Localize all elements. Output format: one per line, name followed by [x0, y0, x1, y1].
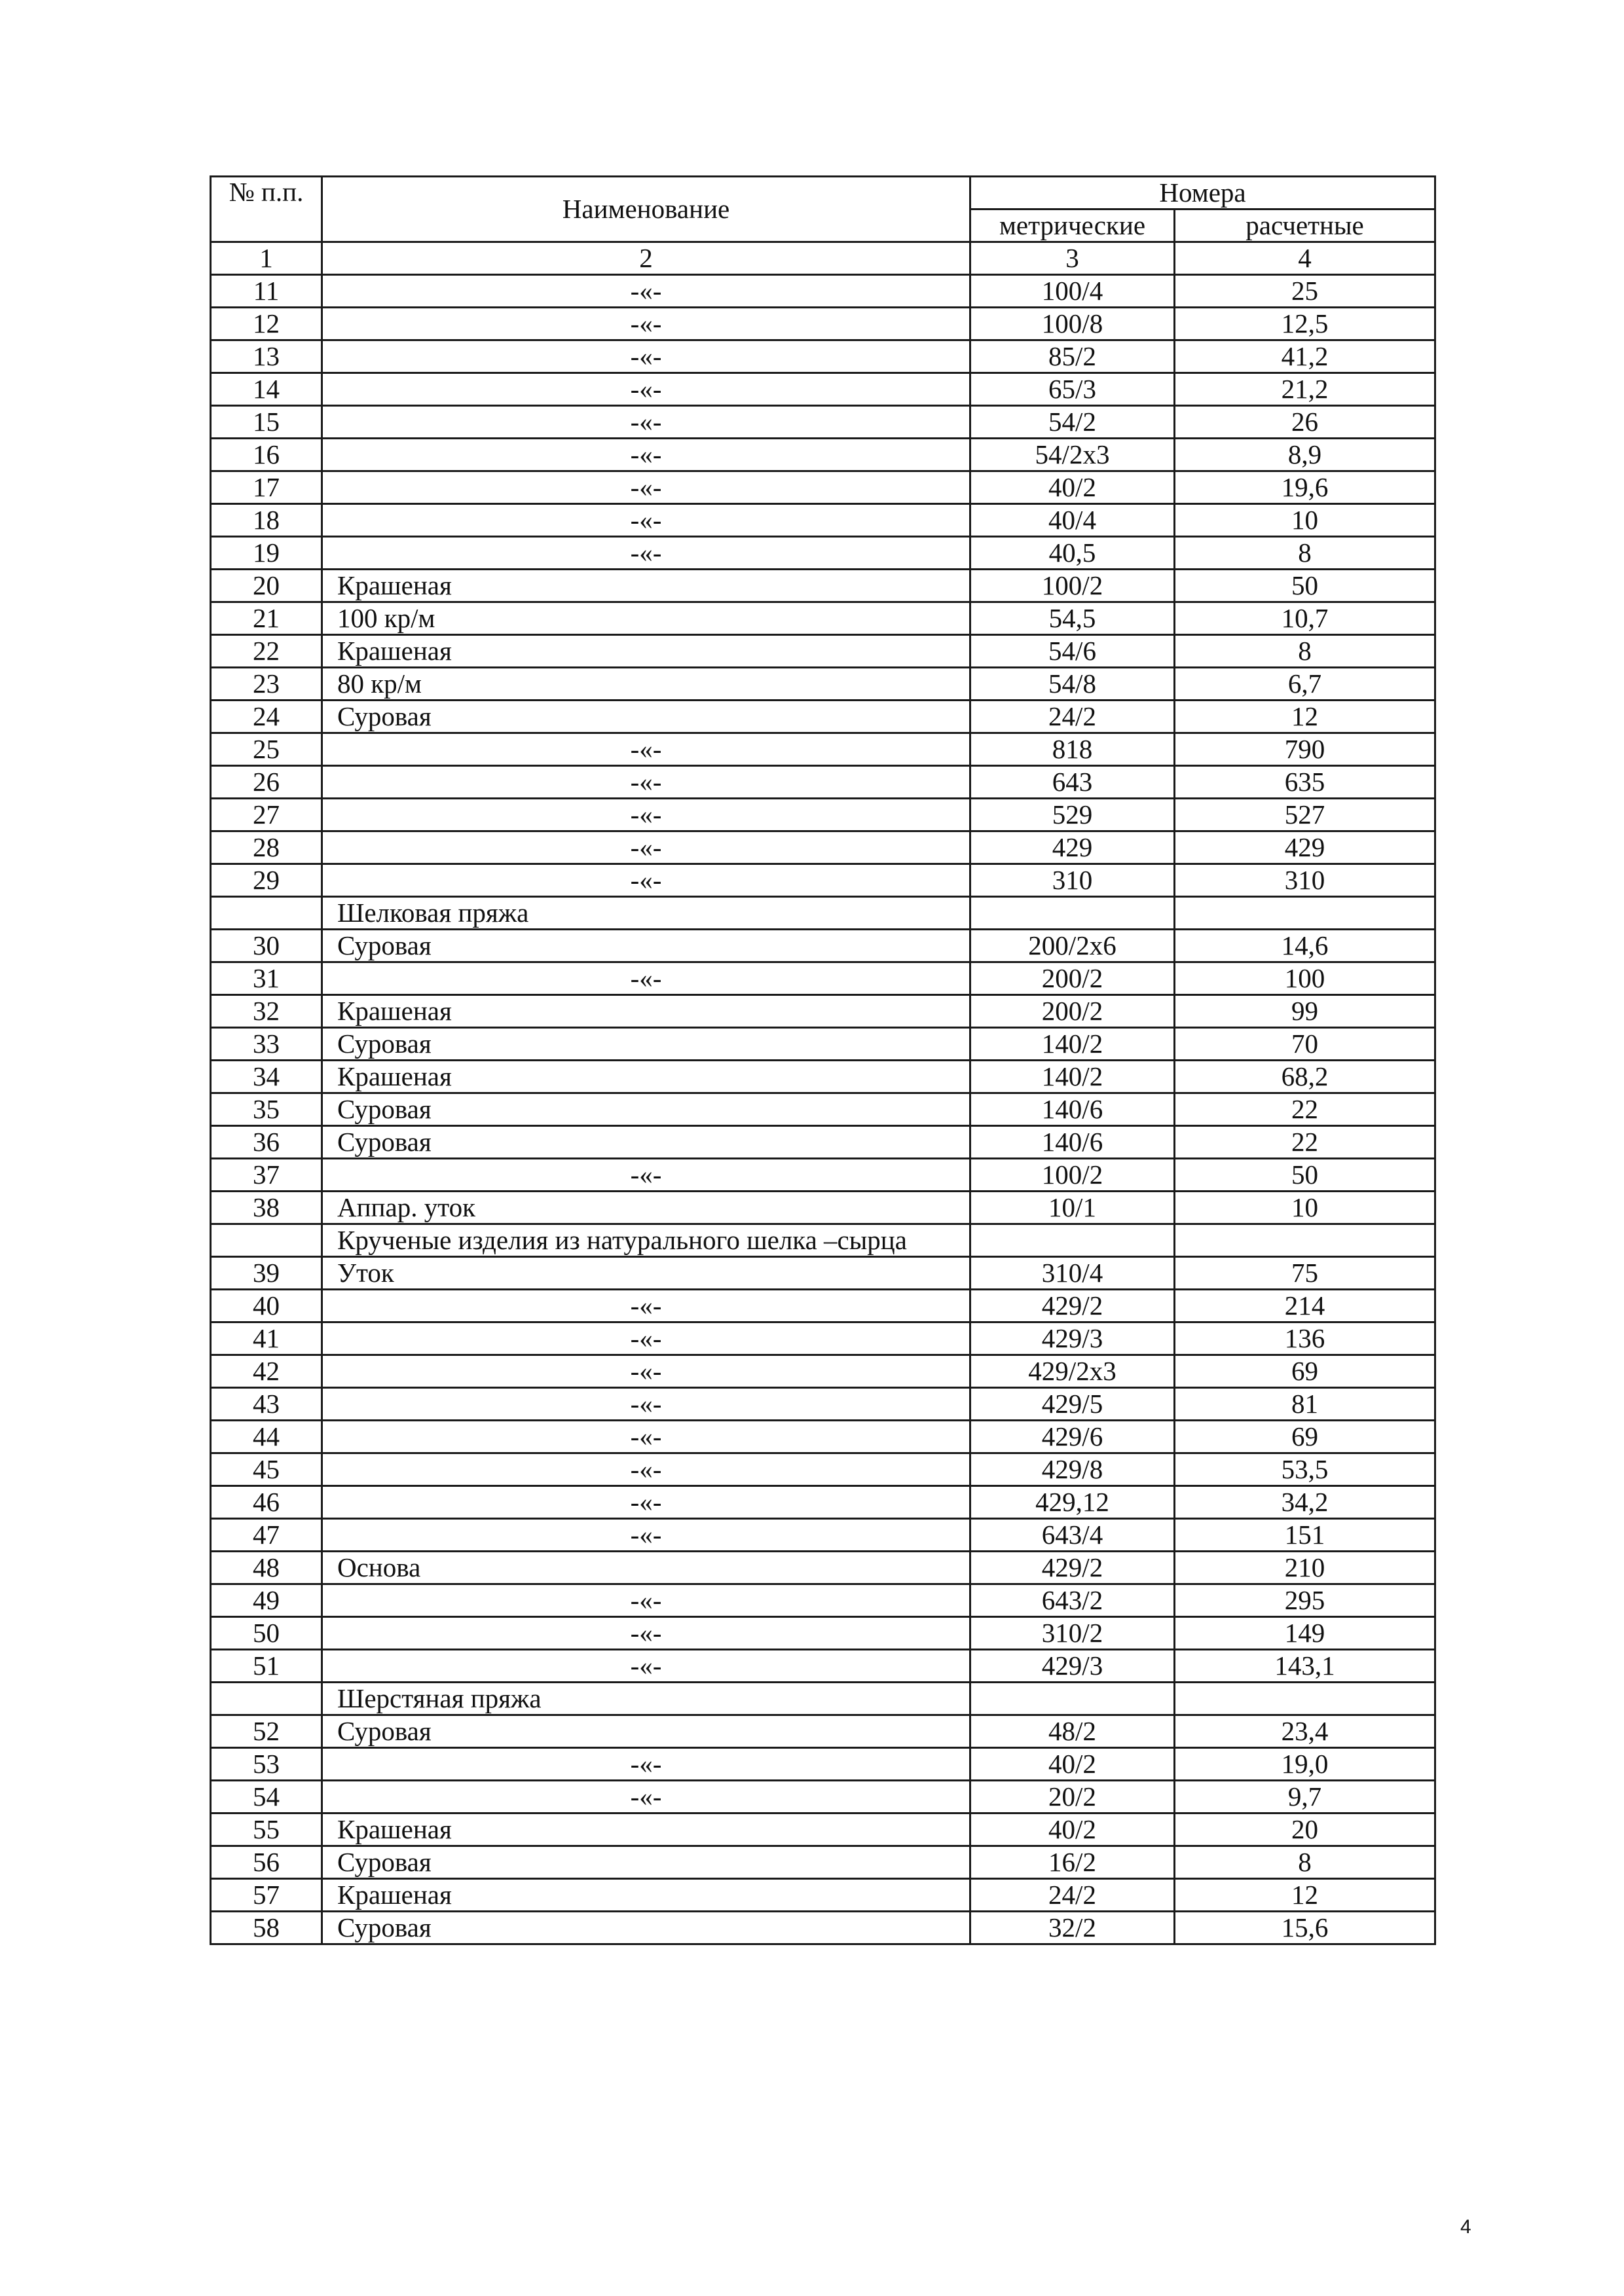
- row-name-cell: -«-: [322, 1355, 970, 1388]
- row-number-cell: [211, 1683, 322, 1715]
- row-metric-cell: 429/2: [970, 1290, 1175, 1322]
- table-row: [211, 1683, 1435, 1715]
- table-row: [211, 1519, 1435, 1552]
- row-number-cell: 35: [211, 1093, 322, 1126]
- row-name-cell: -«-: [322, 962, 970, 995]
- page-number: 4: [1460, 2216, 1471, 2238]
- row-calc-cell: 50: [1175, 1159, 1435, 1192]
- table-row: [211, 1453, 1435, 1486]
- table-row: [211, 1388, 1435, 1421]
- table-row: [211, 1224, 1435, 1257]
- row-calc-cell: 143,1: [1175, 1650, 1435, 1683]
- row-calc-cell: 41,2: [1175, 340, 1435, 373]
- row-calc-cell: 19,0: [1175, 1748, 1435, 1781]
- table-row: [211, 275, 1435, 308]
- row-name-cell: Суровая: [322, 701, 970, 733]
- row-number-cell: 37: [211, 1159, 322, 1192]
- row-metric-cell: 429,12: [970, 1486, 1175, 1519]
- table-row: [211, 1781, 1435, 1813]
- row-number-cell: 11: [211, 275, 322, 308]
- row-number-cell: [211, 1224, 322, 1257]
- row-metric-cell: 10/1: [970, 1192, 1175, 1224]
- table-row: [211, 1486, 1435, 1519]
- row-name-cell: Крученые изделия из натурального шелка –сырца: [322, 1224, 970, 1257]
- row-name-cell: -«-: [322, 1421, 970, 1453]
- row-metric-cell: 40/2: [970, 1813, 1175, 1846]
- row-calc-cell: [1175, 897, 1435, 930]
- row-name-cell: Крашеная: [322, 1813, 970, 1846]
- column-number: 3: [970, 242, 1175, 275]
- table-row: [211, 962, 1435, 995]
- table-row: [211, 439, 1435, 471]
- row-name-cell: Суровая: [322, 1912, 970, 1944]
- row-calc-cell: 12,5: [1175, 308, 1435, 340]
- table-row: [211, 373, 1435, 406]
- row-metric-cell: 310/2: [970, 1617, 1175, 1650]
- table-row: [211, 1355, 1435, 1388]
- row-name-cell: -«-: [322, 1617, 970, 1650]
- row-calc-cell: 6,7: [1175, 668, 1435, 701]
- table-row: [211, 1290, 1435, 1322]
- table-row: [211, 1650, 1435, 1683]
- row-calc-cell: 8,9: [1175, 439, 1435, 471]
- row-number-cell: 21: [211, 602, 322, 635]
- row-metric-cell: 429/3: [970, 1650, 1175, 1683]
- row-number-cell: [211, 897, 322, 930]
- row-calc-cell: 136: [1175, 1322, 1435, 1355]
- row-name-cell: Шерстяная пряжа: [322, 1683, 970, 1715]
- row-number-cell: 38: [211, 1192, 322, 1224]
- row-number-cell: 20: [211, 570, 322, 602]
- row-name-cell: Шелковая пряжа: [322, 897, 970, 930]
- column-number: 1: [211, 242, 322, 275]
- row-number-cell: 32: [211, 995, 322, 1028]
- row-name-cell: Крашеная: [322, 1879, 970, 1912]
- table-row: [211, 701, 1435, 733]
- row-number-cell: 27: [211, 799, 322, 831]
- row-metric-cell: 54/2x3: [970, 439, 1175, 471]
- row-calc-cell: 21,2: [1175, 373, 1435, 406]
- row-number-cell: 40: [211, 1290, 322, 1322]
- row-number-cell: 29: [211, 864, 322, 897]
- row-number-cell: 22: [211, 635, 322, 668]
- header-row-top: [211, 177, 1435, 210]
- row-metric-cell: 140/2: [970, 1061, 1175, 1093]
- row-name-cell: Крашеная: [322, 635, 970, 668]
- table-row: [211, 668, 1435, 701]
- row-name-cell: -«-: [322, 1748, 970, 1781]
- row-name-cell: Суровая: [322, 930, 970, 962]
- row-name-cell: -«-: [322, 1290, 970, 1322]
- row-calc-cell: 149: [1175, 1617, 1435, 1650]
- row-number-cell: 45: [211, 1453, 322, 1486]
- row-metric-cell: 429/8: [970, 1453, 1175, 1486]
- table-row: [211, 537, 1435, 570]
- table-row: [211, 406, 1435, 439]
- row-calc-cell: 75: [1175, 1257, 1435, 1290]
- row-name-cell: Крашеная: [322, 995, 970, 1028]
- row-number-cell: 36: [211, 1126, 322, 1159]
- row-calc-cell: [1175, 1224, 1435, 1257]
- row-metric-cell: 24/2: [970, 1879, 1175, 1912]
- table-row: [211, 1879, 1435, 1912]
- row-metric-cell: 429: [970, 831, 1175, 864]
- row-calc-cell: 15,6: [1175, 1912, 1435, 1944]
- row-metric-cell: 140/6: [970, 1093, 1175, 1126]
- row-name-cell: -«-: [322, 799, 970, 831]
- row-number-cell: 44: [211, 1421, 322, 1453]
- row-calc-cell: 9,7: [1175, 1781, 1435, 1813]
- row-metric-cell: 429/3: [970, 1322, 1175, 1355]
- row-number-cell: 55: [211, 1813, 322, 1846]
- row-number-cell: 30: [211, 930, 322, 962]
- row-calc-cell: 12: [1175, 1879, 1435, 1912]
- row-name-cell: -«-: [322, 1486, 970, 1519]
- row-name-cell: -«-: [322, 340, 970, 373]
- row-metric-cell: 54/8: [970, 668, 1175, 701]
- row-calc-cell: 25: [1175, 275, 1435, 308]
- row-calc-cell: 151: [1175, 1519, 1435, 1552]
- row-metric-cell: 310/4: [970, 1257, 1175, 1290]
- row-number-cell: 39: [211, 1257, 322, 1290]
- table-row: [211, 799, 1435, 831]
- row-name-cell: Основа: [322, 1552, 970, 1584]
- table-row: [211, 1159, 1435, 1192]
- row-calc-cell: 14,6: [1175, 930, 1435, 962]
- row-calc-cell: 69: [1175, 1421, 1435, 1453]
- row-name-cell: -«-: [322, 1781, 970, 1813]
- row-number-cell: 33: [211, 1028, 322, 1061]
- row-number-cell: 16: [211, 439, 322, 471]
- row-name-cell: -«-: [322, 1159, 970, 1192]
- table-header: [211, 177, 1435, 275]
- table-row: [211, 635, 1435, 668]
- row-metric-cell: 200/2: [970, 962, 1175, 995]
- row-name-cell: -«-: [322, 439, 970, 471]
- row-name-cell: 80 кр/м: [322, 668, 970, 701]
- table-row: [211, 897, 1435, 930]
- row-number-cell: 15: [211, 406, 322, 439]
- row-calc-cell: 8: [1175, 537, 1435, 570]
- row-number-cell: 23: [211, 668, 322, 701]
- row-metric-cell: 48/2: [970, 1715, 1175, 1748]
- row-number-cell: 12: [211, 308, 322, 340]
- row-metric-cell: 100/2: [970, 570, 1175, 602]
- row-metric-cell: 100/4: [970, 275, 1175, 308]
- row-calc-cell: 527: [1175, 799, 1435, 831]
- row-metric-cell: [970, 1683, 1175, 1715]
- row-number-cell: 14: [211, 373, 322, 406]
- row-name-cell: Уток: [322, 1257, 970, 1290]
- row-calc-cell: 53,5: [1175, 1453, 1435, 1486]
- table-row: [211, 1748, 1435, 1781]
- row-name-cell: Крашеная: [322, 570, 970, 602]
- row-number-cell: 47: [211, 1519, 322, 1552]
- column-number: 4: [1175, 242, 1435, 275]
- row-metric-cell: 429/6: [970, 1421, 1175, 1453]
- row-metric-cell: 140/2: [970, 1028, 1175, 1061]
- row-name-cell: -«-: [322, 308, 970, 340]
- row-name-cell: Суровая: [322, 1126, 970, 1159]
- row-metric-cell: 65/3: [970, 373, 1175, 406]
- row-calc-cell: 99: [1175, 995, 1435, 1028]
- row-calc-cell: 10,7: [1175, 602, 1435, 635]
- row-calc-cell: 310: [1175, 864, 1435, 897]
- table-row: [211, 1813, 1435, 1846]
- row-calc-cell: 19,6: [1175, 471, 1435, 504]
- table-row: [211, 602, 1435, 635]
- row-name-cell: -«-: [322, 275, 970, 308]
- row-number-cell: 18: [211, 504, 322, 537]
- row-number-cell: 42: [211, 1355, 322, 1388]
- table-row: [211, 995, 1435, 1028]
- row-metric-cell: 140/6: [970, 1126, 1175, 1159]
- table-row: [211, 504, 1435, 537]
- row-metric-cell: 24/2: [970, 701, 1175, 733]
- table-row: [211, 1617, 1435, 1650]
- row-name-cell: Суровая: [322, 1846, 970, 1879]
- row-name-cell: Аппар. уток: [322, 1192, 970, 1224]
- row-metric-cell: 20/2: [970, 1781, 1175, 1813]
- row-number-cell: 26: [211, 766, 322, 799]
- row-number-cell: 31: [211, 962, 322, 995]
- row-metric-cell: 529: [970, 799, 1175, 831]
- row-number-cell: 41: [211, 1322, 322, 1355]
- row-number-cell: 53: [211, 1748, 322, 1781]
- row-number-cell: 48: [211, 1552, 322, 1584]
- table-row: [211, 1061, 1435, 1093]
- row-name-cell: -«-: [322, 831, 970, 864]
- row-metric-cell: 818: [970, 733, 1175, 766]
- row-calc-cell: 210: [1175, 1552, 1435, 1584]
- row-calc-cell: [1175, 1683, 1435, 1715]
- row-metric-cell: 429/2x3: [970, 1355, 1175, 1388]
- header-number: № п.п.: [211, 177, 322, 242]
- row-calc-cell: 70: [1175, 1028, 1435, 1061]
- row-metric-cell: 100/8: [970, 308, 1175, 340]
- column-number-row: [211, 242, 1435, 275]
- row-name-cell: Суровая: [322, 1093, 970, 1126]
- row-number-cell: 43: [211, 1388, 322, 1421]
- row-metric-cell: 54,5: [970, 602, 1175, 635]
- header-name: Наименование: [322, 177, 970, 242]
- table-row: [211, 570, 1435, 602]
- row-metric-cell: 100/2: [970, 1159, 1175, 1192]
- table-row: [211, 930, 1435, 962]
- row-name-cell: 100 кр/м: [322, 602, 970, 635]
- row-number-cell: 19: [211, 537, 322, 570]
- row-calc-cell: 100: [1175, 962, 1435, 995]
- row-metric-cell: [970, 1224, 1175, 1257]
- row-number-cell: 51: [211, 1650, 322, 1683]
- row-metric-cell: 40,5: [970, 537, 1175, 570]
- row-calc-cell: 81: [1175, 1388, 1435, 1421]
- row-number-cell: 34: [211, 1061, 322, 1093]
- row-metric-cell: 16/2: [970, 1846, 1175, 1879]
- row-calc-cell: 20: [1175, 1813, 1435, 1846]
- row-name-cell: -«-: [322, 733, 970, 766]
- row-metric-cell: 643: [970, 766, 1175, 799]
- row-metric-cell: 643/4: [970, 1519, 1175, 1552]
- row-name-cell: -«-: [322, 864, 970, 897]
- table-row: [211, 1552, 1435, 1584]
- table-row: [211, 308, 1435, 340]
- row-name-cell: -«-: [322, 1519, 970, 1552]
- table-row: [211, 766, 1435, 799]
- row-metric-cell: 54/2: [970, 406, 1175, 439]
- row-calc-cell: 10: [1175, 504, 1435, 537]
- row-name-cell: Суровая: [322, 1715, 970, 1748]
- row-calc-cell: 68,2: [1175, 1061, 1435, 1093]
- row-number-cell: 24: [211, 701, 322, 733]
- row-name-cell: -«-: [322, 537, 970, 570]
- header-numbers: Номера: [970, 177, 1435, 210]
- row-metric-cell: 429/5: [970, 1388, 1175, 1421]
- row-calc-cell: 8: [1175, 1846, 1435, 1879]
- row-calc-cell: 22: [1175, 1093, 1435, 1126]
- row-calc-cell: 295: [1175, 1584, 1435, 1617]
- row-number-cell: 56: [211, 1846, 322, 1879]
- table-row: [211, 1421, 1435, 1453]
- table-row: [211, 1715, 1435, 1748]
- row-calc-cell: 790: [1175, 733, 1435, 766]
- table-body: [211, 275, 1435, 1944]
- row-calc-cell: 22: [1175, 1126, 1435, 1159]
- row-number-cell: 46: [211, 1486, 322, 1519]
- row-name-cell: -«-: [322, 373, 970, 406]
- row-number-cell: 52: [211, 1715, 322, 1748]
- row-name-cell: -«-: [322, 1453, 970, 1486]
- row-metric-cell: [970, 897, 1175, 930]
- row-calc-cell: 69: [1175, 1355, 1435, 1388]
- row-number-cell: 13: [211, 340, 322, 373]
- row-name-cell: -«-: [322, 1388, 970, 1421]
- row-metric-cell: 32/2: [970, 1912, 1175, 1944]
- row-calc-cell: 23,4: [1175, 1715, 1435, 1748]
- row-number-cell: 28: [211, 831, 322, 864]
- row-number-cell: 54: [211, 1781, 322, 1813]
- header-metric: метрические: [970, 210, 1175, 242]
- row-metric-cell: 310: [970, 864, 1175, 897]
- row-calc-cell: 635: [1175, 766, 1435, 799]
- row-metric-cell: 40/4: [970, 504, 1175, 537]
- row-name-cell: -«-: [322, 504, 970, 537]
- row-metric-cell: 54/6: [970, 635, 1175, 668]
- row-name-cell: Крашеная: [322, 1061, 970, 1093]
- row-number-cell: 50: [211, 1617, 322, 1650]
- table-row: [211, 1584, 1435, 1617]
- row-metric-cell: 643/2: [970, 1584, 1175, 1617]
- table-row: [211, 1028, 1435, 1061]
- row-name-cell: -«-: [322, 766, 970, 799]
- row-metric-cell: 200/2x6: [970, 930, 1175, 962]
- table-row: [211, 1093, 1435, 1126]
- row-name-cell: -«-: [322, 1584, 970, 1617]
- row-name-cell: -«-: [322, 1650, 970, 1683]
- row-metric-cell: 200/2: [970, 995, 1175, 1028]
- table-row: [211, 1126, 1435, 1159]
- row-number-cell: 25: [211, 733, 322, 766]
- table-row: [211, 864, 1435, 897]
- table-row: [211, 1912, 1435, 1944]
- header-calc: расчетные: [1175, 210, 1435, 242]
- table-row: [211, 733, 1435, 766]
- row-name-cell: -«-: [322, 1322, 970, 1355]
- row-calc-cell: 429: [1175, 831, 1435, 864]
- row-calc-cell: 8: [1175, 635, 1435, 668]
- row-name-cell: -«-: [322, 406, 970, 439]
- row-metric-cell: 40/2: [970, 1748, 1175, 1781]
- row-name-cell: Суровая: [322, 1028, 970, 1061]
- row-metric-cell: 85/2: [970, 340, 1175, 373]
- row-calc-cell: 10: [1175, 1192, 1435, 1224]
- row-name-cell: -«-: [322, 471, 970, 504]
- row-calc-cell: 12: [1175, 701, 1435, 733]
- table-row: [211, 831, 1435, 864]
- table-row: [211, 340, 1435, 373]
- row-calc-cell: 26: [1175, 406, 1435, 439]
- table-row: [211, 1192, 1435, 1224]
- table-row: [211, 1846, 1435, 1879]
- row-calc-cell: 34,2: [1175, 1486, 1435, 1519]
- row-metric-cell: 40/2: [970, 471, 1175, 504]
- row-number-cell: 17: [211, 471, 322, 504]
- table-row: [211, 1257, 1435, 1290]
- row-calc-cell: 50: [1175, 570, 1435, 602]
- column-number: 2: [322, 242, 970, 275]
- row-number-cell: 58: [211, 1912, 322, 1944]
- row-number-cell: 57: [211, 1879, 322, 1912]
- table-row: [211, 471, 1435, 504]
- row-metric-cell: 429/2: [970, 1552, 1175, 1584]
- row-calc-cell: 214: [1175, 1290, 1435, 1322]
- table-row: [211, 1322, 1435, 1355]
- row-number-cell: 49: [211, 1584, 322, 1617]
- yarn-numbers-table: [210, 175, 1436, 1945]
